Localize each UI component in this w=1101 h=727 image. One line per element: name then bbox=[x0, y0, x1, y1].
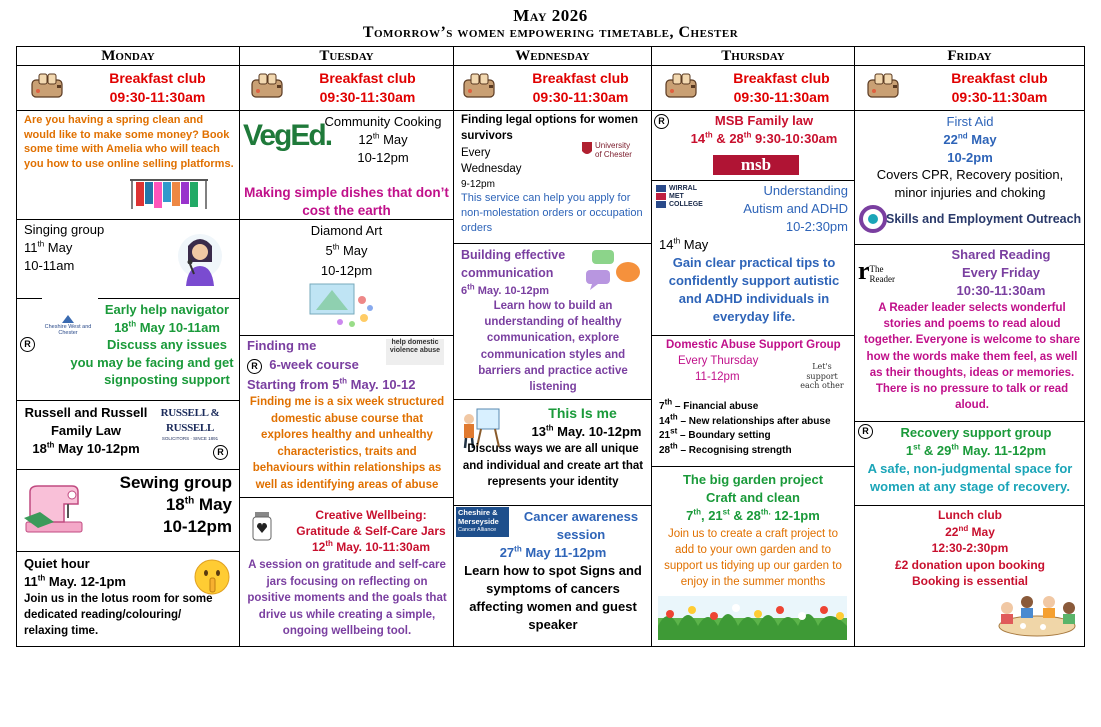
recovery-desc: A safe, non-judgmental space for women at any stage of recovery. bbox=[867, 461, 1073, 494]
autism-date: 14th May bbox=[659, 236, 709, 252]
creative-line1: Creative Wellbeing: bbox=[315, 508, 427, 522]
shared-reading bbox=[920, 246, 1082, 300]
the-reader-logo: r The Reader bbox=[858, 256, 896, 285]
cooking-date: 12th May bbox=[358, 131, 408, 147]
support-sign-icon: Let's support each other bbox=[800, 362, 844, 390]
page-subtitle: Tomorrow’s women empowering timetable, Chester bbox=[362, 24, 739, 41]
wirral-met-logo: WIRRAL MET COLLEGE bbox=[656, 185, 712, 209]
divider bbox=[854, 244, 1085, 245]
divider bbox=[16, 219, 240, 220]
reading-every: Every Friday bbox=[961, 265, 1041, 280]
lunch-date: 22nd May bbox=[945, 523, 995, 539]
legal-time: 9-12pm bbox=[461, 179, 495, 190]
diamond-time: 10-12pm bbox=[320, 263, 373, 278]
lunch-club bbox=[880, 507, 1060, 590]
lunch-people-icon bbox=[993, 590, 1081, 642]
day-header-wednesday: Wednesday bbox=[515, 48, 590, 64]
autism-line2: Autism and ADHD bbox=[743, 201, 848, 216]
reading-time: 10:30-11:30am bbox=[956, 283, 1046, 298]
russell-date: 18th May 10-12pm bbox=[32, 440, 140, 456]
registered-mark: R bbox=[20, 337, 35, 352]
early-help-title: Early help navigator bbox=[104, 302, 230, 317]
breakfast-time: 09:30-11:30am bbox=[733, 89, 830, 105]
breakfast-club-tuesday bbox=[300, 69, 435, 107]
skills-employment-logo: Skills and Employment Outreach bbox=[860, 202, 1082, 236]
breakfast-club-friday bbox=[932, 69, 1067, 107]
cheshire-west-logo: Cheshire West and Chester bbox=[42, 314, 94, 336]
breakfast-time: 09:30-11:30am bbox=[319, 89, 416, 105]
breakfast-time: 09:30-11:30am bbox=[109, 89, 206, 105]
breakfast-time: 09:30-11:30am bbox=[951, 89, 1048, 105]
sewing-time: 10-12pm bbox=[163, 517, 232, 536]
cancer-desc: Learn how to spot Signs and symptoms of cancers affecting women and guest speaker bbox=[464, 563, 642, 632]
autism-time: 10-2:30pm bbox=[785, 219, 848, 234]
thisisme-desc: Discuss ways we are all unique and individual and create art that represents your identity bbox=[462, 443, 644, 488]
finding-desc: Finding me is a six week structured domestic abuse course that explores healthy and unhealthy characteristics, traits and behaviours within relationships as well as identifying areas of abuse bbox=[249, 396, 445, 491]
autism-desc: Gain clear practical tips to confidently support autistic and ADHD individuals in everyday life. bbox=[668, 255, 840, 324]
cancer-title: Cancer awareness session bbox=[523, 509, 639, 542]
early-help-line1: Discuss any issues bbox=[107, 337, 227, 352]
breakfast-title: Breakfast club bbox=[109, 70, 206, 86]
sewing-group bbox=[90, 472, 232, 538]
breakfast-title: Breakfast club bbox=[733, 70, 830, 86]
diamond-date: 5th May bbox=[325, 242, 368, 258]
list-item: 7th – Financial abuse bbox=[659, 397, 759, 412]
quiet-desc: Join us in the lotus room for some dedicated reading/colouring/ relaxing time. bbox=[24, 593, 213, 637]
reading-title: Shared Reading bbox=[951, 247, 1051, 262]
dasg-time: 11-12pm bbox=[695, 371, 740, 383]
quiet-title: Quiet hour bbox=[24, 556, 90, 571]
finding-course: R 6-week course bbox=[247, 356, 447, 374]
russell-family-law bbox=[22, 404, 150, 458]
lunch-title: Lunch club bbox=[938, 508, 1002, 522]
legal-title: Finding legal options for women survivors bbox=[461, 114, 638, 142]
sewing-title: Sewing group bbox=[119, 473, 232, 492]
divider bbox=[854, 421, 1085, 422]
day-header-friday: Friday bbox=[947, 48, 992, 64]
breakfast-club-wednesday bbox=[513, 69, 648, 107]
divider bbox=[16, 400, 240, 401]
early-help-navigator bbox=[66, 301, 238, 389]
page-title: May 2026 bbox=[513, 6, 588, 25]
creative-desc: A session on gratitude and self-care jars focusing on reflecting on positive moments and the goals that drive us while creating a simple, ongoing wellbeing tool. bbox=[247, 559, 447, 637]
registered-mark: R bbox=[654, 114, 669, 129]
dasg-every: Every Thursday bbox=[678, 355, 759, 367]
clothes-rail-icon bbox=[128, 176, 210, 210]
recovery-support bbox=[870, 424, 1082, 460]
shush-emoji-icon bbox=[193, 558, 231, 596]
breakfast-club-monday bbox=[90, 69, 225, 107]
grid-col-sep-3 bbox=[651, 46, 652, 647]
legal-day: Wednesday bbox=[461, 163, 522, 175]
first-aid-desc: Covers CPR, Recovery position, minor injuries and choking bbox=[876, 167, 1064, 200]
legal-every bbox=[461, 145, 571, 193]
lunch-donation: £2 donation upon booking bbox=[895, 557, 1045, 572]
first-aid-time: 10-2pm bbox=[947, 150, 993, 165]
divider bbox=[16, 469, 240, 470]
recovery-title: Recovery support group bbox=[900, 425, 1052, 440]
list-item: 21st – Boundary setting bbox=[659, 426, 771, 441]
divider bbox=[651, 335, 855, 336]
recovery-dates: 1st & 29th May. 11-12pm bbox=[905, 442, 1047, 458]
sewing-machine-icon bbox=[20, 478, 86, 540]
diamond-art-icon bbox=[306, 280, 382, 330]
grid-border-header bbox=[16, 65, 1085, 66]
grid-border-right bbox=[1084, 46, 1085, 647]
finding-start: Starting from 5th May. 10-12 bbox=[247, 376, 416, 392]
lunch-time: 12:30-2:30pm bbox=[931, 541, 1009, 555]
legal-desc: This service can help you apply for non-molestation orders or occupation orders bbox=[461, 192, 643, 234]
creative-date: 12th May. 10-11:30am bbox=[311, 539, 431, 554]
grid-border-bottom bbox=[16, 646, 1085, 647]
msb-title: MSB Family law bbox=[714, 113, 814, 128]
registered-mark: R bbox=[213, 445, 228, 460]
registered-mark: R bbox=[858, 424, 873, 439]
toaster-icon bbox=[664, 71, 698, 99]
grid-border-left bbox=[16, 46, 17, 647]
sewing-date: 18th May bbox=[165, 495, 232, 514]
divider bbox=[651, 180, 855, 181]
garden-line2: Craft and clean bbox=[706, 490, 800, 505]
divider bbox=[16, 551, 240, 552]
singing-date: 11th May bbox=[24, 239, 73, 255]
community-cooking bbox=[316, 113, 450, 167]
list-item: 14th – New relationships after abuse bbox=[659, 412, 831, 427]
msb-logo: msb bbox=[713, 155, 799, 175]
creative-wellbeing bbox=[290, 507, 452, 555]
divider bbox=[453, 243, 652, 244]
divider bbox=[98, 298, 240, 299]
finding-title: Finding me bbox=[247, 338, 317, 353]
grid-col-sep-1 bbox=[239, 46, 240, 647]
list-item: 28th – Recognising strength bbox=[659, 441, 792, 456]
diamond-art bbox=[280, 221, 413, 281]
first-aid-date: 22nd May bbox=[943, 131, 997, 147]
cooking-time: 10-12pm bbox=[357, 150, 409, 165]
cancer-date: 27th May 11-12pm bbox=[499, 544, 607, 560]
day-header-thursday: Thursday bbox=[721, 48, 785, 64]
msb-family-law bbox=[676, 112, 852, 148]
legal-every-label: Every bbox=[461, 147, 491, 159]
autism-line1: Understanding bbox=[763, 183, 848, 198]
early-help-date: 18th May 10-11am bbox=[114, 319, 220, 335]
veged-logo: VegEd. bbox=[243, 119, 332, 152]
toaster-icon bbox=[462, 71, 496, 99]
divider bbox=[16, 298, 42, 299]
breakfast-title: Breakfast club bbox=[951, 70, 1048, 86]
singing-group bbox=[24, 221, 174, 275]
msb-dates: 14th & 28th 9:30-10:30am bbox=[690, 130, 838, 146]
divider bbox=[239, 497, 454, 498]
garden-dates: 7th, 21st & $28^{th.}$ 12-1pm bbox=[686, 507, 820, 523]
russell-logo: RUSSELL & RUSSELL SOLICITORS · SINCE 1891 bbox=[160, 407, 220, 441]
speech-bubbles-icon bbox=[584, 248, 642, 290]
cooking-title: Community Cooking bbox=[324, 114, 442, 129]
quiet-date: 11th May. 12-1pm bbox=[24, 573, 126, 589]
toaster-icon bbox=[866, 71, 900, 99]
jar-icon bbox=[250, 510, 274, 542]
grid-col-sep-4 bbox=[854, 46, 855, 647]
cooking-desc: Making simple dishes that don’t cost the earth bbox=[244, 185, 449, 218]
singer-icon bbox=[176, 232, 224, 288]
toaster-icon bbox=[250, 71, 284, 99]
lunch-essential: Booking is essential bbox=[911, 574, 1029, 588]
breakfast-title: Breakfast club bbox=[532, 70, 629, 86]
garden-desc: Join us to create a craft project to add to your own garden and to support us tidying up our garden to enjoy in the summer months bbox=[664, 528, 842, 588]
first-aid-title: First Aid bbox=[946, 114, 994, 129]
building-line1: Building effective bbox=[461, 248, 566, 262]
dasg-list bbox=[659, 397, 853, 458]
university-chester-logo: University of Chester bbox=[581, 141, 633, 159]
reading-desc: A Reader leader selects wonderful stories and poems to read aloud together. Everyone is welcome to share how the words make them feel, as well as their thoughts, ideas or memories. There is no pressure to talk or read aloud. bbox=[863, 302, 1081, 412]
garden-project bbox=[655, 471, 851, 525]
russell-line2: Family Law bbox=[50, 423, 122, 438]
building-desc: Learn how to build an understanding of healthy communication, explore communication styles and barriers and practice active listening bbox=[478, 300, 628, 394]
garden-line1: The big garden project bbox=[682, 472, 824, 487]
thisisme-date: 13th May. 10-12pm bbox=[531, 423, 642, 439]
breakfast-club-thursday bbox=[714, 69, 849, 107]
grid-col-sep-2 bbox=[453, 46, 454, 647]
building-line2: communication bbox=[461, 266, 554, 280]
creative-line2: Gratitude & Self-Care Jars bbox=[296, 524, 446, 538]
breakfast-time: 09:30-11:30am bbox=[532, 89, 629, 105]
russell-line1: Russell and Russell bbox=[24, 405, 148, 420]
divider bbox=[453, 505, 652, 506]
diamond-title: Diamond Art bbox=[310, 223, 383, 238]
early-help-line2: you may be facing and get bbox=[70, 354, 234, 370]
divider bbox=[651, 466, 855, 467]
day-header-monday: Monday bbox=[101, 48, 155, 64]
first-aid bbox=[900, 113, 1040, 167]
divider bbox=[854, 505, 1085, 506]
word-cloud-icon: help domestic violence abuse bbox=[386, 339, 444, 365]
spring-clean-text: Are you having a spring clean and would like to make some money? Book some time with Amelia who will teach you how to use online selling platforms. bbox=[24, 114, 234, 170]
building-date: 6th May. 10-12pm bbox=[461, 282, 550, 297]
day-header-tuesday: Tuesday bbox=[319, 48, 374, 64]
dasg-title: Domestic Abuse Support Group bbox=[666, 339, 841, 351]
divider bbox=[453, 399, 652, 400]
autism-header bbox=[714, 182, 848, 236]
singing-time: 10-11am bbox=[24, 258, 75, 273]
cancer-alliance-logo: Cheshire & Merseyside Cancer Alliance bbox=[456, 507, 509, 537]
divider bbox=[239, 335, 454, 336]
garden-flowers-icon bbox=[658, 596, 847, 640]
building-communication bbox=[461, 246, 591, 300]
early-help-line3: signposting support bbox=[104, 372, 230, 387]
toaster-icon bbox=[30, 71, 64, 99]
thisisme-title: This Is me bbox=[548, 405, 617, 421]
breakfast-title: Breakfast club bbox=[319, 70, 416, 86]
grid-border-breakfast bbox=[16, 110, 1085, 111]
singing-title: Singing group bbox=[24, 222, 105, 237]
